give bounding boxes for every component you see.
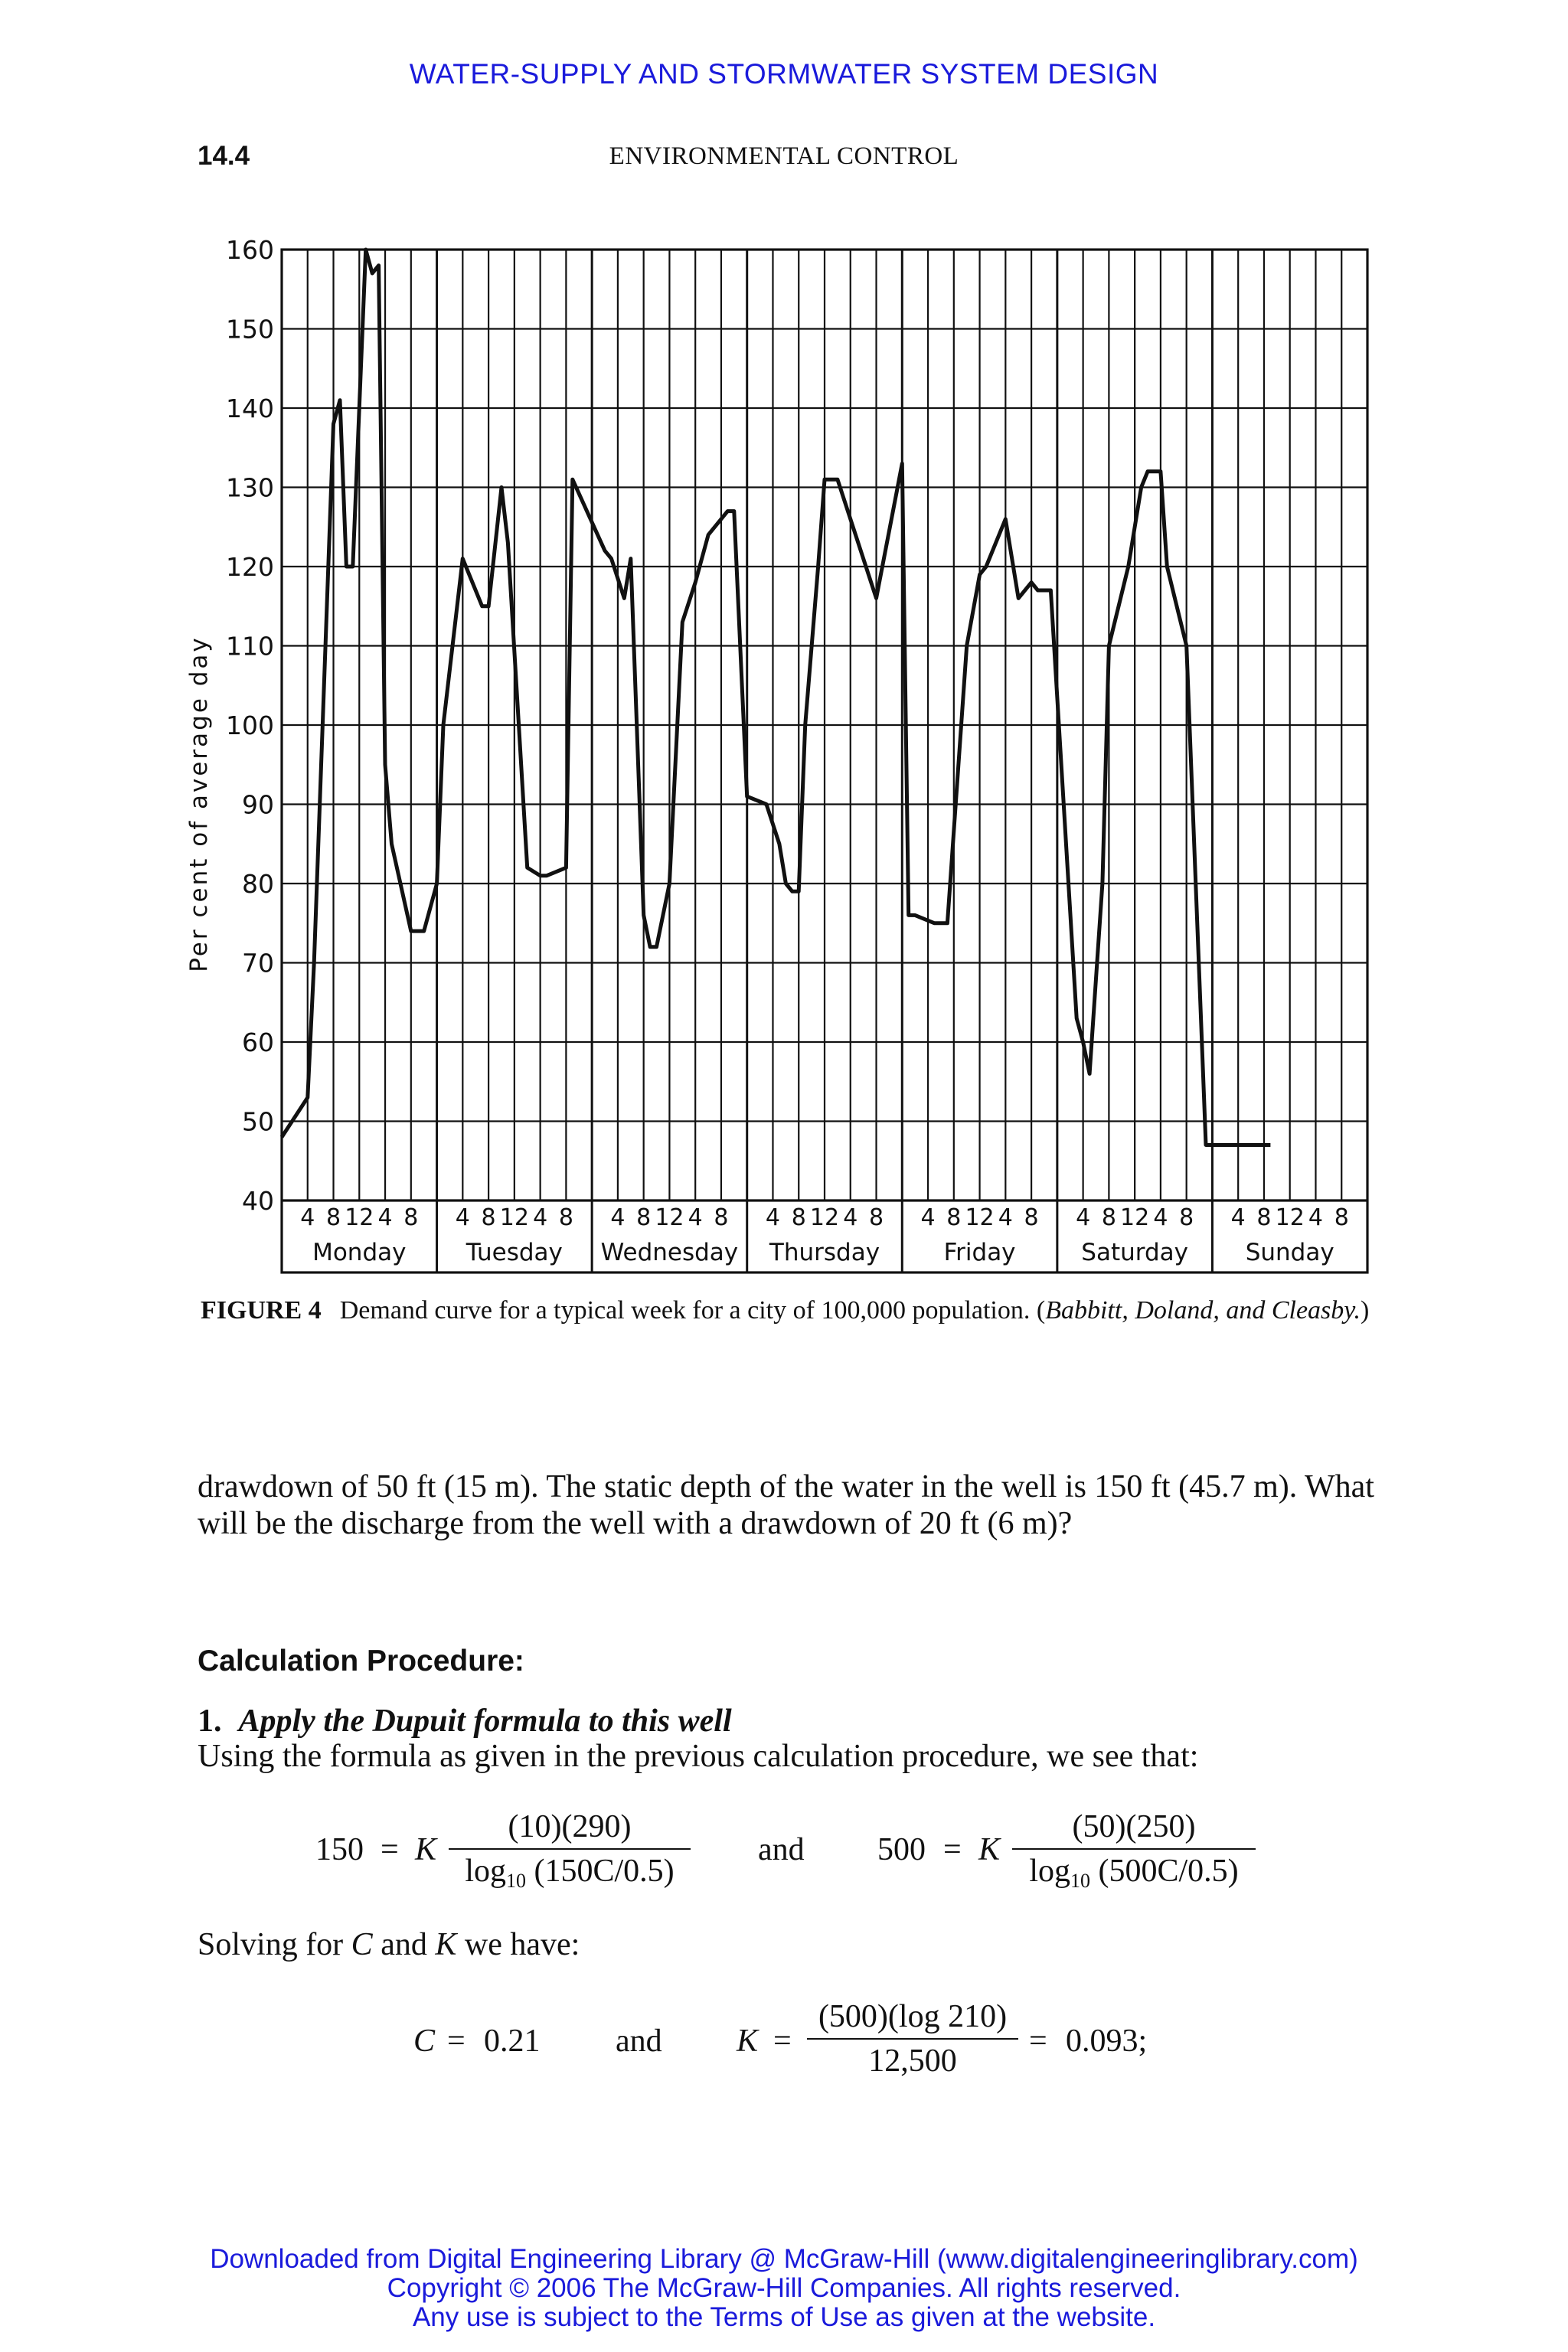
x-tick-label: 4 <box>765 1204 781 1231</box>
x-tick-label: 8 <box>1334 1204 1349 1231</box>
x-tick-label: 4 <box>610 1204 626 1231</box>
x-tick-label: 4 <box>843 1204 858 1231</box>
eq1-numerator: (10)(290) <box>508 1809 632 1844</box>
x-tick-label: 4 <box>998 1204 1013 1231</box>
caption-text: Demand curve for a typical week for a city of 100,000 population. <box>339 1296 1031 1325</box>
paragraph-solving: Solving for C and K we have: <box>198 1927 580 1962</box>
x-tick-label: 4 <box>1076 1204 1091 1231</box>
step-number: 1. <box>198 1704 222 1739</box>
caption-credit: Babbitt, Doland, and Cleasby. <box>1045 1296 1361 1325</box>
eq2-equals: = <box>943 1832 962 1867</box>
footer <box>0 2245 1568 2332</box>
y-tick-label: 60 <box>242 1027 274 1057</box>
footer-line-2: Copyright © 2006 The McGraw-Hill Companies. All rights reserved. <box>387 2273 1181 2303</box>
x-tick-label: 8 <box>791 1204 806 1231</box>
x-tick-label: 4 <box>920 1204 936 1231</box>
k-numerator: (500)(log 210) <box>818 1999 1008 2034</box>
x-tick-label: 4 <box>455 1204 470 1231</box>
eq2-fraction <box>1012 1808 1256 1893</box>
x-tick-label: 4 <box>300 1204 315 1231</box>
footer-line-3: Any use is subject to the Terms of Use as given at the website. <box>412 2302 1156 2332</box>
y-tick-label: 80 <box>242 869 274 899</box>
x-tick-label: 8 <box>1256 1204 1272 1231</box>
x-tick-label: 8 <box>1024 1204 1039 1231</box>
y-tick-label: 90 <box>242 789 274 820</box>
eq2-numerator: (50)(250) <box>1072 1809 1196 1844</box>
x-tick-label: 8 <box>714 1204 729 1231</box>
y-tick-label: 150 <box>226 314 274 345</box>
y-axis-label: Per cent of average day <box>185 635 213 972</box>
c-symbol: C <box>413 2024 436 2059</box>
x-tick-label: 12 <box>655 1204 684 1231</box>
y-tick-label: 130 <box>226 472 274 503</box>
day-label: Monday <box>312 1239 407 1266</box>
x-tick-label: 8 <box>1179 1204 1194 1231</box>
x-tick-label: 8 <box>946 1204 962 1231</box>
x-tick-label: 8 <box>403 1204 419 1231</box>
x-tick-label: 4 <box>1230 1204 1246 1231</box>
y-tick-label: 110 <box>226 631 274 662</box>
k-equals: = <box>773 2024 792 2059</box>
section-heading: Calculation Procedure: <box>198 1645 524 1677</box>
x-tick-labels <box>300 1204 1349 1231</box>
eq-and-2: and <box>616 2024 662 2059</box>
day-label: Tuesday <box>466 1239 563 1266</box>
x-tick-label: 12 <box>1120 1204 1150 1231</box>
c-value: 0.21 <box>484 2024 541 2059</box>
eq2-fraction-bar <box>1012 1848 1256 1850</box>
day-label: Friday <box>943 1239 1016 1266</box>
eq1-equals: = <box>381 1832 399 1867</box>
x-tick-label: 8 <box>868 1204 884 1231</box>
x-tick-label: 12 <box>809 1204 840 1231</box>
y-tick-label: 70 <box>242 948 274 978</box>
top-banner: WATER-SUPPLY AND STORMWATER SYSTEM DESIGN <box>409 58 1159 90</box>
eq-and-1: and <box>758 1832 805 1867</box>
running-head: ENVIRONMENTAL CONTROL <box>609 142 959 170</box>
x-tick-label: 8 <box>1101 1204 1116 1231</box>
footer-line-1: Downloaded from Digital Engineering Library @ McGraw-Hill (www.digitalengineeringlibrary.com) <box>210 2244 1358 2274</box>
step-title: Apply the Dupuit formula to this well <box>238 1704 732 1739</box>
k-symbol: K <box>737 2024 759 2059</box>
k-denominator: 12,500 <box>868 2043 957 2079</box>
figure-caption: FIGURE 4 Demand curve for a typical week for a city of 100,000 population. (Babbitt, Doland, and Cleasby.) <box>201 1296 1370 1325</box>
eq1-denominator: $\log_{10} (150C/0.5)$ <box>465 1854 675 1892</box>
y-tick-labels <box>226 235 274 1216</box>
y-tick-label: 100 <box>226 710 274 740</box>
caption-label: FIGURE 4 <box>201 1296 322 1325</box>
c-equals: = <box>447 2024 466 2059</box>
x-tick-label: 8 <box>558 1204 573 1231</box>
demand-series-line <box>282 250 1270 1145</box>
eq1-k: K <box>415 1832 437 1867</box>
x-tick-label: 4 <box>688 1204 703 1231</box>
x-tick-label: 8 <box>481 1204 496 1231</box>
day-label: Wednesday <box>600 1239 739 1266</box>
paragraph-formula-intro: Using the formula as given in the previous calculation procedure, we see that: <box>198 1739 1199 1774</box>
y-tick-label: 160 <box>226 235 274 265</box>
eq1-fraction-bar <box>449 1848 691 1850</box>
x-tick-label: 8 <box>325 1204 341 1231</box>
page-number: 14.4 <box>198 141 250 171</box>
step-heading <box>198 1703 732 1740</box>
x-tick-label: 8 <box>636 1204 652 1231</box>
day-labels <box>312 1239 1334 1266</box>
y-tick-label: 40 <box>242 1186 274 1216</box>
day-label: Sunday <box>1245 1239 1334 1266</box>
x-tick-label: 4 <box>377 1204 393 1231</box>
x-tick-label: 12 <box>965 1204 995 1231</box>
y-tick-label: 120 <box>226 552 274 582</box>
k-result: 0.093; <box>1066 2024 1148 2059</box>
x-tick-label: 4 <box>533 1204 548 1231</box>
eq1-fraction <box>449 1808 691 1893</box>
paragraph-problem: drawdown of 50 ft (15 m). The static depth of the water in the well is 150 ft (45.7 m). What will be the discharge from the well with a drawdown of 20 ft (6 m)? <box>198 1469 1374 1541</box>
k-fraction <box>807 1998 1018 2079</box>
y-tick-label: 140 <box>226 394 274 423</box>
eq2-denominator: $\log_{10} (500C/0.5)$ <box>1029 1854 1239 1892</box>
x-tick-label: 12 <box>345 1204 374 1231</box>
day-label: Saturday <box>1081 1239 1188 1266</box>
eq2-lhs: 500 <box>877 1832 926 1867</box>
y-tick-label: 50 <box>242 1106 274 1137</box>
x-tick-label: 12 <box>499 1204 529 1231</box>
day-label: Thursday <box>769 1239 880 1266</box>
eq1-lhs: 150 <box>315 1832 364 1867</box>
x-tick-label: 4 <box>1153 1204 1168 1231</box>
k-fraction-bar <box>807 2038 1018 2040</box>
eq2-k: K <box>978 1832 1001 1867</box>
x-tick-label: 4 <box>1308 1204 1324 1231</box>
k-result-equals: = <box>1029 2024 1047 2059</box>
x-tick-label: 12 <box>1275 1204 1305 1231</box>
